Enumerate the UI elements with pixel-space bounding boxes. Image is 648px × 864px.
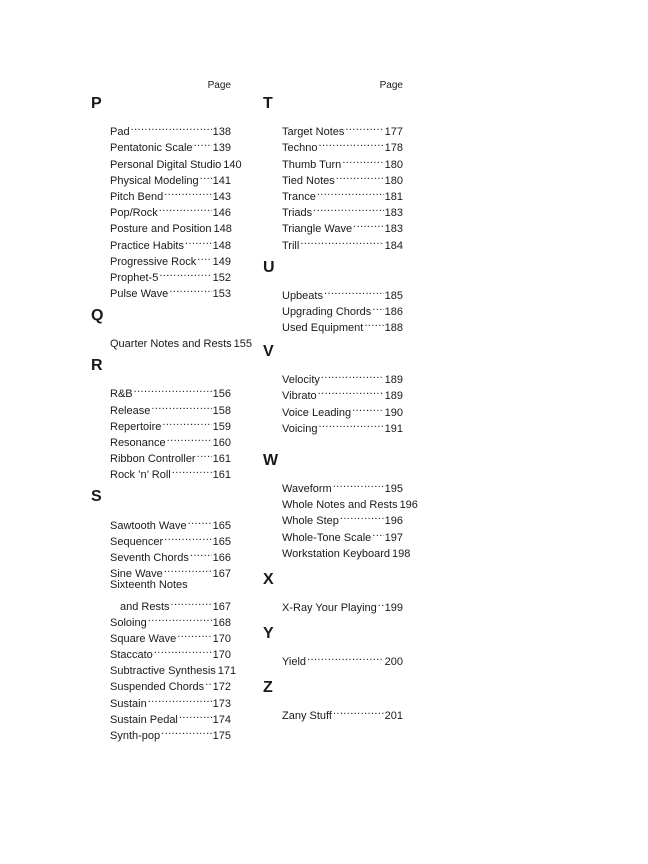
index-column-left: [91, 79, 253, 742]
section-letter: Q: [91, 307, 104, 325]
index-section-t: [263, 93, 403, 252]
dot-leader: [321, 367, 384, 383]
dot-leader: [131, 119, 212, 135]
dot-leader: [345, 119, 383, 135]
entry-page-number: 196: [399, 499, 418, 512]
entry-term: Velocity: [282, 374, 320, 387]
entry-page-number: 195: [384, 483, 403, 495]
entry-page-number: 191: [384, 422, 403, 435]
entry-page-number: 189: [384, 390, 403, 403]
entry-term: Whole Step: [282, 515, 339, 528]
entry-term: Techno: [282, 142, 318, 155]
entry-term: Zany Stuff: [282, 710, 332, 723]
dot-leader: [378, 595, 384, 611]
entry-term: Yield: [282, 656, 307, 669]
entry-page-number: 183: [384, 207, 403, 220]
dot-leader: [164, 184, 211, 200]
entry-page-number: 140: [223, 158, 242, 171]
entry-term-continuation: and Rests: [120, 600, 170, 613]
entry-page-number: 138: [212, 126, 231, 139]
entry-list: [110, 327, 253, 351]
index-entry: [282, 367, 403, 387]
entry-page-number: 161: [212, 453, 231, 466]
entry-page-number: 198: [392, 547, 411, 560]
entry-term: Quarter Notes and Rests: [110, 338, 232, 351]
entry-term: X-Ray Your Playing: [282, 601, 377, 614]
entry-list: [282, 115, 403, 252]
entry-page-number: 178: [384, 142, 403, 155]
entry-term: Pitch Bend: [110, 190, 164, 203]
entry-list: [282, 279, 403, 335]
dot-leader: [134, 381, 212, 397]
section-letter: V: [263, 343, 274, 361]
entry-page-number: 172: [212, 681, 231, 694]
entry-term: Workstation Keyboard: [282, 547, 391, 560]
entry-page-number: 170: [212, 632, 231, 645]
dot-leader: [318, 383, 384, 399]
entry-term: Repertoire: [110, 420, 162, 433]
dot-leader: [324, 283, 384, 299]
index-sections-right: [263, 93, 418, 723]
entry-page-number: 166: [212, 551, 231, 564]
entry-page-number: 185: [384, 289, 403, 302]
entry-term: Sustain: [110, 697, 147, 710]
entry-term: Physical Modeling: [110, 174, 199, 187]
index-entry: [110, 381, 231, 401]
entry-page-number: 156: [212, 388, 231, 401]
dot-leader: [194, 135, 212, 151]
entry-page-number: 199: [384, 601, 403, 614]
entry-page-number: 155: [233, 338, 253, 351]
entry-term: Seventh Chords: [110, 551, 189, 564]
entry-page-number: 148: [213, 223, 232, 236]
entry-page-number: 183: [384, 223, 403, 236]
entry-page-number: 180: [384, 158, 403, 171]
entry-term: Pulse Wave: [110, 288, 169, 301]
entry-term: Vibrato: [282, 390, 317, 403]
dot-leader: [164, 529, 211, 545]
index-column-right: [263, 79, 418, 723]
entry-term: Voice Leading: [282, 406, 352, 419]
entry-page-number: 148: [212, 239, 231, 252]
entry-page-number: 167: [212, 568, 231, 581]
entry-page-number: 200: [384, 656, 403, 669]
entry-page-number: 159: [212, 420, 231, 433]
entry-page-number: 146: [212, 207, 231, 220]
dot-leader: [200, 168, 212, 184]
entry-page-number: 184: [384, 239, 403, 252]
entry-term: Whole-Tone Scale: [282, 531, 372, 544]
entry-term: Tied Notes: [282, 174, 335, 187]
entry-term: Whole Notes and Rests: [282, 499, 398, 512]
index-section-p: [91, 93, 242, 301]
entry-term: Release: [110, 404, 151, 417]
entry-page-number: 141: [212, 174, 231, 187]
dot-leader: [167, 430, 212, 446]
entry-page-number: 197: [384, 531, 403, 544]
entry-page-number: 188: [384, 322, 403, 335]
entry-page-number: 180: [384, 174, 403, 187]
entry-list: [110, 377, 231, 482]
entry-term: Suspended Chords: [110, 681, 205, 694]
entry-list: [110, 115, 242, 301]
dot-leader: [162, 414, 211, 430]
index-entry: [282, 703, 403, 723]
entry-term: Pop/Rock: [110, 207, 158, 220]
dot-leader: [307, 649, 384, 665]
page-column-header: Page: [207, 80, 231, 91]
entry-term: Rock ’n’ Roll: [110, 469, 171, 482]
entry-term: Staccato: [110, 649, 153, 662]
entry-page-number: 165: [212, 519, 231, 532]
section-letter: Z: [263, 679, 273, 697]
index-entry: [282, 476, 403, 495]
dot-leader: [300, 232, 383, 248]
index-section-q: [91, 305, 253, 351]
entry-term: Prophet-5: [110, 271, 159, 284]
entry-term: Ribbon Controller: [110, 453, 196, 466]
dot-leader: [154, 642, 212, 658]
dot-leader: [372, 299, 383, 315]
entry-term: Target Notes: [282, 126, 345, 139]
entry-term: Subtractive Synthesis: [110, 665, 216, 678]
entry-list: [282, 472, 418, 560]
entry-page-number: 167: [212, 600, 231, 613]
index-entry: [110, 593, 231, 613]
entry-page-number: 171: [217, 665, 237, 678]
index-entry: [282, 595, 403, 614]
entry-term: Triangle Wave: [282, 223, 353, 236]
entry-term: Progressive Rock: [110, 255, 197, 268]
entry-term: Triads: [282, 207, 313, 220]
entry-page-number: 181: [384, 190, 403, 203]
dot-leader: [336, 168, 384, 184]
index-entry: [110, 512, 231, 532]
dot-leader: [177, 626, 211, 642]
entry-term: Upbeats: [282, 289, 323, 302]
dot-leader: [318, 416, 383, 432]
index-section-y: [263, 623, 403, 669]
dot-leader: [159, 200, 212, 216]
entry-term: Posture and Position: [110, 223, 212, 236]
section-letter: S: [91, 488, 102, 506]
entry-page-number: 189: [384, 374, 403, 387]
section-letter: R: [91, 357, 103, 375]
index-entry: [110, 119, 231, 139]
dot-leader: [190, 545, 212, 561]
entry-page-number: 149: [212, 255, 231, 268]
index-section-x: [263, 569, 403, 614]
index-section-v: [263, 341, 403, 435]
dot-leader: [353, 216, 384, 232]
entry-page-number: 158: [212, 404, 231, 417]
index-section-u: [263, 257, 403, 335]
entry-term: Voicing: [282, 422, 318, 435]
section-letter: Y: [263, 624, 274, 642]
entry-page-number: 177: [384, 126, 403, 139]
entry-page-number: 173: [212, 697, 231, 710]
entry-term: Resonance: [110, 437, 166, 449]
entry-list: [110, 508, 237, 742]
dot-leader: [352, 399, 384, 415]
page-column-header: Page: [379, 80, 403, 91]
index-section-w: [263, 450, 418, 560]
entry-term: Trance: [282, 190, 316, 203]
entry-term: R&B: [110, 388, 133, 401]
dot-leader: [188, 512, 212, 528]
section-letter: T: [263, 95, 273, 112]
entry-page-number: 168: [212, 616, 231, 629]
index-entry: [282, 649, 403, 669]
entry-term: Sixteenth Notes: [110, 579, 188, 592]
entry-list: [282, 699, 403, 723]
dot-leader: [372, 524, 383, 540]
entry-page-number: 143: [212, 190, 231, 203]
entry-page-number: 139: [212, 142, 231, 155]
entry-list: [282, 363, 403, 435]
dot-leader: [164, 561, 212, 577]
section-letter: U: [263, 258, 275, 276]
dot-leader: [169, 281, 211, 297]
dot-leader: [364, 315, 383, 331]
entry-term: Sine Wave: [110, 568, 163, 581]
dot-leader: [342, 151, 383, 167]
entry-page-number: 161: [212, 469, 231, 482]
dot-leader: [205, 674, 211, 690]
dot-leader: [333, 703, 384, 719]
entry-term: Trill: [282, 239, 300, 252]
dot-leader: [179, 707, 212, 723]
index-sections-left: [91, 93, 253, 742]
dot-leader: [185, 232, 212, 248]
entry-page-number: 170: [212, 649, 231, 662]
entry-term: Soloing: [110, 616, 147, 629]
entry-page-number: 201: [384, 710, 403, 723]
dot-leader: [318, 135, 383, 151]
entry-list: [282, 645, 403, 669]
dot-leader: [161, 723, 211, 739]
index-section-s: [91, 486, 237, 742]
entry-term: Pad: [110, 126, 130, 139]
entry-page-number: 160: [212, 437, 231, 449]
entry-page-number: 153: [212, 288, 231, 301]
index-section-r: [91, 355, 231, 482]
index-entry: [282, 119, 403, 139]
entry-term: Waveform: [282, 483, 332, 495]
dot-leader: [317, 184, 384, 200]
index-entry: [110, 331, 253, 351]
entry-term: Thumb Turn: [282, 158, 342, 171]
entry-term: Practice Habits: [110, 239, 184, 252]
entry-term: Sequencer: [110, 535, 164, 548]
entry-term: Square Wave: [110, 632, 177, 645]
section-letter: P: [91, 95, 102, 112]
dot-leader: [197, 249, 211, 265]
entry-term: Used Equipment: [282, 322, 364, 335]
index-section-z: [263, 677, 403, 723]
entry-page-number: 152: [212, 271, 231, 284]
entry-page-number: 175: [212, 730, 231, 742]
entry-term: Upgrading Chords: [282, 305, 372, 318]
dot-leader: [340, 508, 384, 524]
entry-page-number: 174: [212, 713, 231, 726]
dot-leader: [333, 476, 384, 492]
entry-term: Personal Digital Studio: [110, 158, 222, 171]
index-entry: [282, 283, 403, 302]
entry-term: Sustain Pedal: [110, 713, 178, 726]
dot-leader: [151, 397, 211, 413]
entry-term: Pentatonic Scale: [110, 142, 193, 155]
entry-page-number: 186: [384, 305, 403, 318]
entry-term: Sawtooth Wave: [110, 519, 187, 532]
entry-page-number: 165: [212, 535, 231, 548]
section-letter: W: [263, 451, 279, 469]
dot-leader: [148, 610, 212, 626]
dot-leader: [197, 446, 212, 462]
entry-page-number: 190: [384, 406, 403, 419]
entry-page-number: 196: [384, 515, 403, 528]
dot-leader: [171, 593, 212, 609]
dot-leader: [313, 200, 383, 216]
dot-leader: [159, 265, 211, 281]
section-letter: X: [263, 570, 274, 588]
dot-leader: [148, 690, 212, 706]
entry-list: [282, 591, 403, 614]
dot-leader: [172, 462, 212, 478]
entry-term: Synth-pop: [110, 730, 161, 742]
